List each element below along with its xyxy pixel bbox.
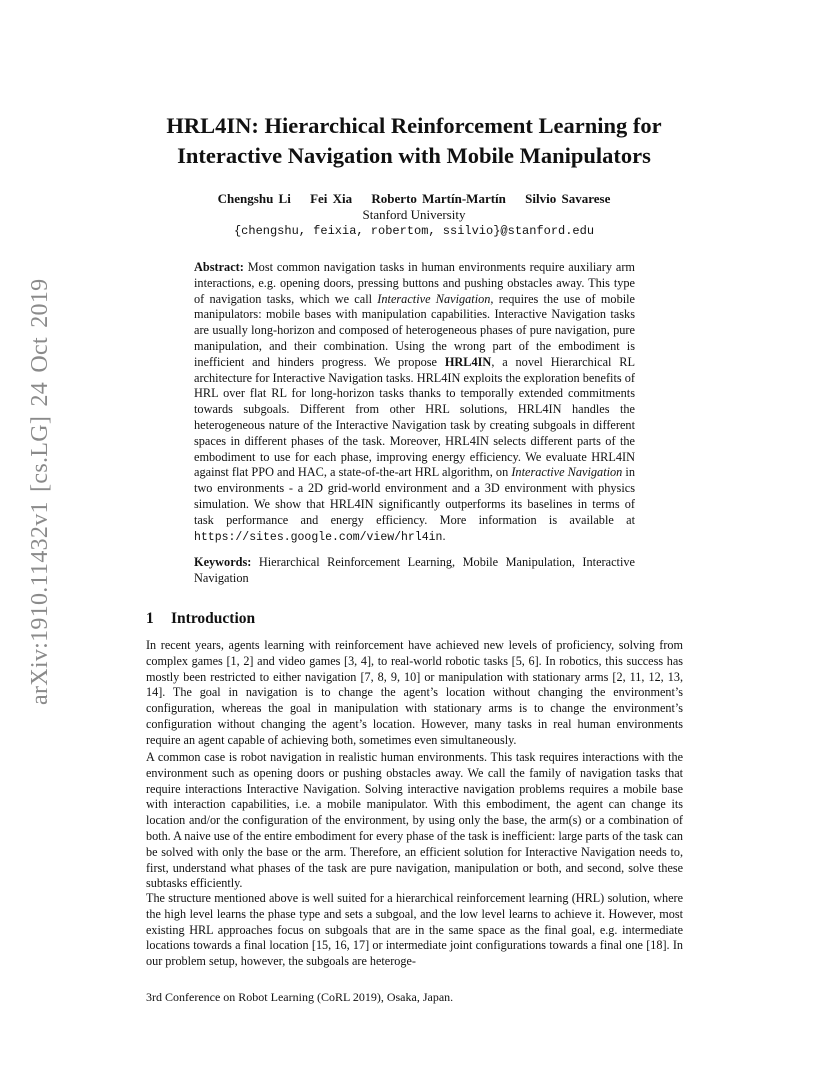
title-line-1: HRL4IN: Hierarchical Reinforcement Learning for — [166, 113, 662, 138]
author-names — [100, 191, 728, 207]
intro-paragraph-2: A common case is robot navigation in realistic human environments. This task requires interactions with the environment such as opening doors or pushing obstacles away. We call the family of navigation tasks that require interactions Interactive Navigation. Solving interactive navigation problems requires a mobile base with interaction capabilities, i.e. a mobile manipulator. With this embodiment, the agent can change its location and/or the configuration of the environment, by using only the base, the arm(s) or a combination of both. A naive use of the entire embodiment for every phase of the task is inefficient: large parts of the task can be solved with only the base or the arm. Therefore, an efficient solution for Interactive Navigation needs to, first, understand what phases of the task are pure navigation, manipulation or both, and second, solve these subtasks efficiently. — [146, 750, 683, 891]
keywords — [194, 555, 635, 587]
author-name: Chengshu Li — [217, 191, 291, 206]
intro-paragraph-3: The structure mentioned above is well suited for a hierarchical reinforcement learning (HRL) solution, where the high level learns the phase type and sets a subgoal, and the low level learns to achieve it. However, most existing HRL approaches focus on subgoals that are in the same space as the final goal, e.g. intermediate locations towards a final location [15, 16, 17] or intermediate joint configurations towards a final one [18]. In our problem setup, however, the subgoals are heteroge- — [146, 891, 683, 969]
author-name: Fei Xia — [310, 191, 353, 206]
keywords-text: Hierarchical Reinforcement Learning, Mobile Manipulation, Interactive Navigation — [194, 555, 635, 585]
conference-footer: 3rd Conference on Robot Learning (CoRL 2019), Osaka, Japan. — [146, 990, 454, 1004]
keywords-label: Keywords: — [194, 555, 252, 569]
section-title: Introduction — [171, 610, 256, 627]
abstract — [194, 260, 635, 545]
abstract-italic: Interactive Navigation — [377, 291, 491, 306]
abstract-label: Abstract: — [194, 260, 244, 274]
section-number: 1 — [146, 610, 154, 627]
affiliation: Stanford University — [362, 207, 466, 222]
section-heading — [146, 610, 255, 628]
abstract-italic: Interactive Navigation — [511, 465, 623, 480]
author-block — [100, 191, 728, 239]
paper-title — [100, 111, 728, 171]
abstract-text: in two environments - a 2D grid-world environment and a 3D environment with physics simulation. We show that HRL4IN significantly outperforms its baselines in terms of task performance and energy efficiency. More information is available at — [194, 465, 636, 527]
abstract-end: . — [442, 528, 446, 543]
intro-paragraph-1: In recent years, agents learning with reinforcement have achieved new levels of proficiency, solving from complex games [1, 2] and video games [3, 4], to real-world robotic tasks [5, 6]. In robotics, this success has mostly been restricted to either navigation [7, 8, 9, 10] or manipulation with stationary arms [2, 11, 12, 13, 14]. The goal in navigation is to change the agent’s location without changing the environment’s configuration, whereas the goal in manipulation with stationary arms is to change the environment’s configuration without changing the agent’s location. However, many tasks in real human environments require an agent capable of achieving both, sometimes even simultaneously. — [146, 638, 683, 747]
author-emails: {chengshu, feixia, robertom, ssilvio}@stanford.edu — [233, 224, 595, 238]
abstract-text: , requires the use of mobile manipulators: mobile bases with manipulation capabilities. Interactive Navigation tasks are usually long-horizon and composed of heterogeneous phases of pure navigation, pure manipulation, and their combination. Using the wrong part of the embodiment is inefficient and hinders progress. We propose — [194, 291, 636, 369]
author-name: Silvio Savarese — [525, 191, 611, 206]
project-url-link[interactable]: https://sites.google.com/view/hrl4in — [194, 530, 443, 544]
title-line-2: Interactive Navigation with Mobile Manipulators — [177, 143, 651, 168]
author-name: Roberto Martín-Martín — [371, 191, 506, 206]
arxiv-identifier: arXiv:1910.11432v1 [cs.LG] 24 Oct 2019 — [27, 278, 53, 705]
method-name: HRL4IN — [444, 354, 492, 369]
abstract-text: , a novel Hierarchical RL architecture for Interactive Navigation tasks. HRL4IN exploits the exploration benefits of HRL over flat RL for long-horizon tasks thanks to temporally extended commitments towards subgoals. Different from other HRL solutions, HRL4IN handles the heterogeneous nature of the Interactive Navigation task by creating subgoals in different spaces in different phases of the task. Moreover, HRL4IN selects different parts of the embodiment to use for each phase, improving energy efficiency. We evaluate HRL4IN against flat PPO and HAC, a state-of-the-art HRL algorithm, on — [194, 354, 636, 480]
abstract-text: Most common navigation tasks in human environments require auxiliary arm interactions, e.g. opening doors, pressing buttons and pushing obstacles away. This type of navigation tasks, which we call — [194, 260, 635, 306]
